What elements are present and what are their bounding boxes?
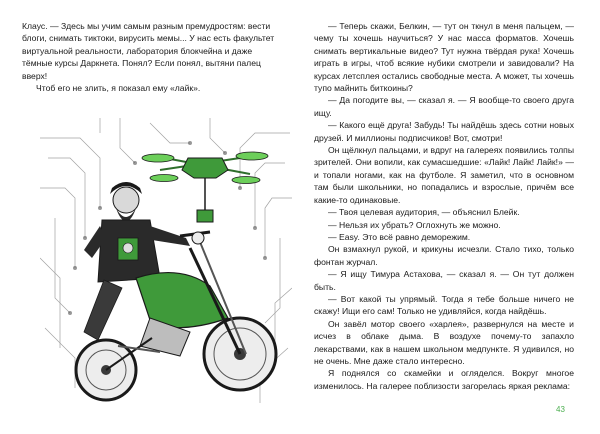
left-page-text: [22, 20, 284, 94]
right-paragraph-2: — Да погодите вы, — сказал я. — Я вообще-то своего друга ищу.: [314, 95, 574, 118]
right-paragraph-9: — Я ищу Тимура Астахова, — сказал я. — Он тут должен быть.: [314, 269, 574, 292]
right-paragraph-10: — Вот какой ты упрямый. Тогда я тебе больше ничего не скажу! Ищи его сам! Только не удивляйся, когда найдёшь.: [314, 293, 574, 317]
drone-icon: [142, 152, 268, 222]
right-paragraph-7: — Easy. Это всё равно деморежим.: [328, 231, 471, 242]
right-paragraph-8: Он взмахнул рукой, и крикуны исчезли. Стало тихо, только фонтан журчал.: [314, 244, 574, 267]
left-paragraph-1: Клаус. — Здесь мы учим самым разным премудростям: вести блоги, снимать тиктоки, вирусить мемы... У нас есть факультет виртуальной реальности, лаборатория блокчейна и даже тёмные курсы Даркнета. Понял? Если понял, вытяни палец вверх!: [22, 21, 275, 81]
right-paragraph-11: Он завёл мотор своего «харлея», развернулся на месте и исчез в облаке дыма. В воздухе почему-то запахло лекарствами, как в нашем школьном медпункте. Я удивился, но не очень. Мне даже стало интересно.: [314, 318, 574, 366]
biker-on-motorcycle-with-drone-illustration: [40, 118, 292, 406]
right-paragraph-12: Я поднялся со скамейки и огляделся. Вокруг многое изменилось. На галерее поблизости загорелась яркая реклама:: [314, 368, 574, 391]
right-paragraph-4: Он щёлкнул пальцами, и вдруг на галереях появились толпы зрителей. Они вопили, как сумасшедшие: «Лайк! Лайк! Лайк!» — и топали ногами, как на футболе. Я заметил, что в основном там были школьники, но попадались и взрослые, причём все какие-то одинаковые.: [314, 145, 574, 205]
right-paragraph-6: — Нельзя их убрать? Оглохнуть же можно.: [328, 219, 501, 230]
left-paragraph-2: Чтоб его не злить, я показал ему «лайк».: [36, 83, 201, 94]
right-paragraph-3: — Какого ещё друга! Забудь! Ты найдёшь здесь сотни новых друзей. И миллионы подписчиков! Вот, смотри!: [314, 120, 574, 143]
right-paragraph-1: — Теперь скажи, Белкин, — тут он ткнул в меня пальцем, — чему ты хочешь научиться? У нас масса форматов. Хочешь снимать вертикальные видео? Тут нужна твёрдая рука! Хочешь играть в игры, чтоб всякие нубики смотрели и завидовали? На курсах летсплея остались свободные места. А может, ты хочешь тупо майнить биткоины?: [314, 21, 574, 94]
page-number: 43: [556, 405, 565, 414]
right-page-text: [314, 20, 574, 392]
right-paragraph-5: — Твоя целевая аудитория, — объяснил Блейк.: [328, 207, 520, 218]
